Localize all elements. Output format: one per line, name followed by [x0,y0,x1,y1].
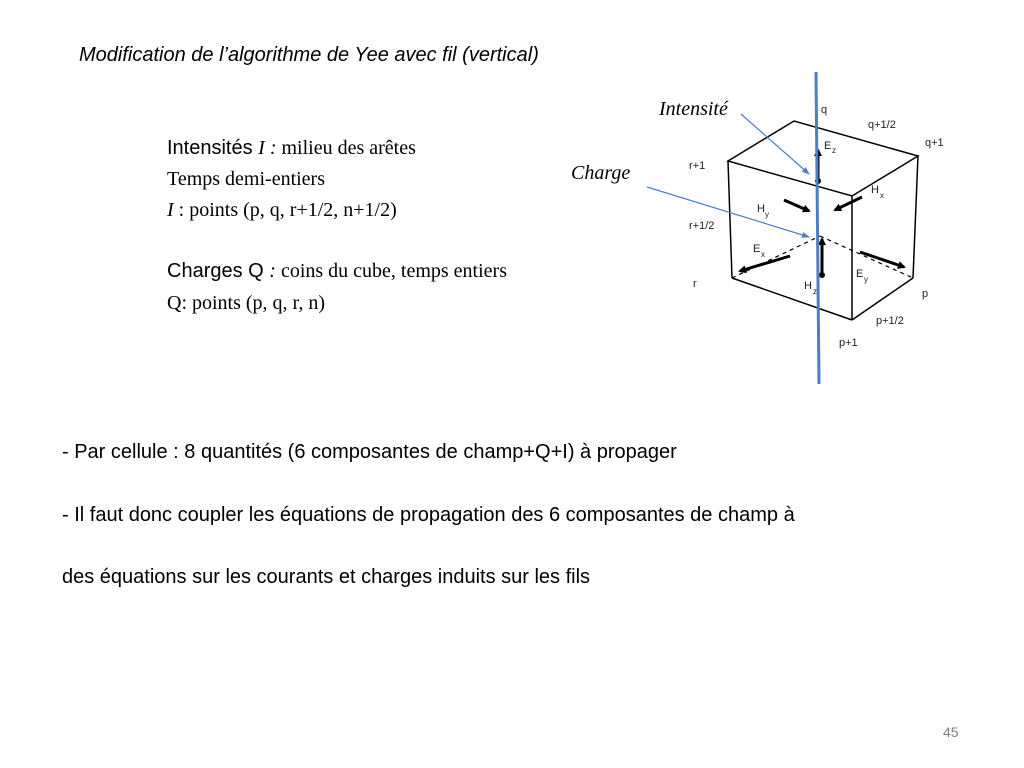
svg-text:x: x [761,250,765,259]
intensites-line [167,136,416,160]
label-r: r [693,278,697,290]
charge-callout-line [647,187,809,237]
vertical-wire [816,72,819,384]
hy-arrow [784,200,809,211]
ey-arrow [860,252,904,267]
svg-text:z: z [813,287,817,296]
label-ex [753,243,765,259]
bullet-3: des équations sur les courants et charges induits sur les fils [62,566,591,588]
svg-text:y: y [864,275,868,284]
label-r-half: r+1/2 [689,220,715,232]
svg-text:H: H [804,280,812,292]
i-points-line [167,198,397,222]
hz-node [819,272,825,278]
i-points-symbol: I [167,199,174,221]
hx-arrow [835,197,862,210]
label-q: q [821,104,828,116]
label-p-one: p+1 [839,337,858,349]
label-p-half: p+1/2 [876,315,904,327]
label-p: p [922,288,929,300]
svg-text:E: E [824,140,832,152]
intensite-callout: Intensité [659,98,728,120]
svg-text:E: E [753,243,761,255]
svg-text:H: H [757,203,765,215]
temps-line: Temps demi-entiers [167,168,325,190]
svg-text:y: y [765,210,769,219]
charge-callout: Charge [571,162,631,184]
label-ey [856,268,868,284]
bullet-1: - Par cellule : 8 quantités (6 composantes de champ+Q+I) à propager [62,441,677,463]
intensites-rest: milieu des arêtes [276,137,416,159]
yee-cell-diagram [560,60,960,390]
label-hy [757,203,769,219]
charges-symbol: : [269,260,276,282]
slide-title: Modification de l’algorithme de Yee avec fil (vertical) [79,44,539,66]
intensites-symbol: I : [258,137,277,159]
charges-line [167,259,507,283]
i-points-rest: : points (p, q, r+1/2, n+1/2) [173,199,397,221]
ex-arrow [740,256,790,271]
svg-text:z: z [832,146,836,155]
svg-text:H: H [871,184,879,196]
charges-prefix: Charges Q [167,260,270,282]
page-number: 45 [943,724,959,740]
label-r-one: r+1 [689,160,706,172]
label-hz [804,280,817,296]
svg-text:E: E [856,268,864,280]
label-ez [824,140,836,155]
q-points-line: Q: points (p, q, r, n) [167,292,326,314]
label-q-one: q+1 [925,137,944,149]
intensites-prefix: Intensités [167,137,259,159]
svg-text:x: x [880,191,884,200]
label-hx [871,184,884,200]
label-q-half: q+1/2 [868,119,896,131]
bullet-2: - Il faut donc coupler les équations de propagation des 6 composantes de champ à [62,504,795,526]
charges-rest: coins du cube, temps entiers [275,260,507,282]
